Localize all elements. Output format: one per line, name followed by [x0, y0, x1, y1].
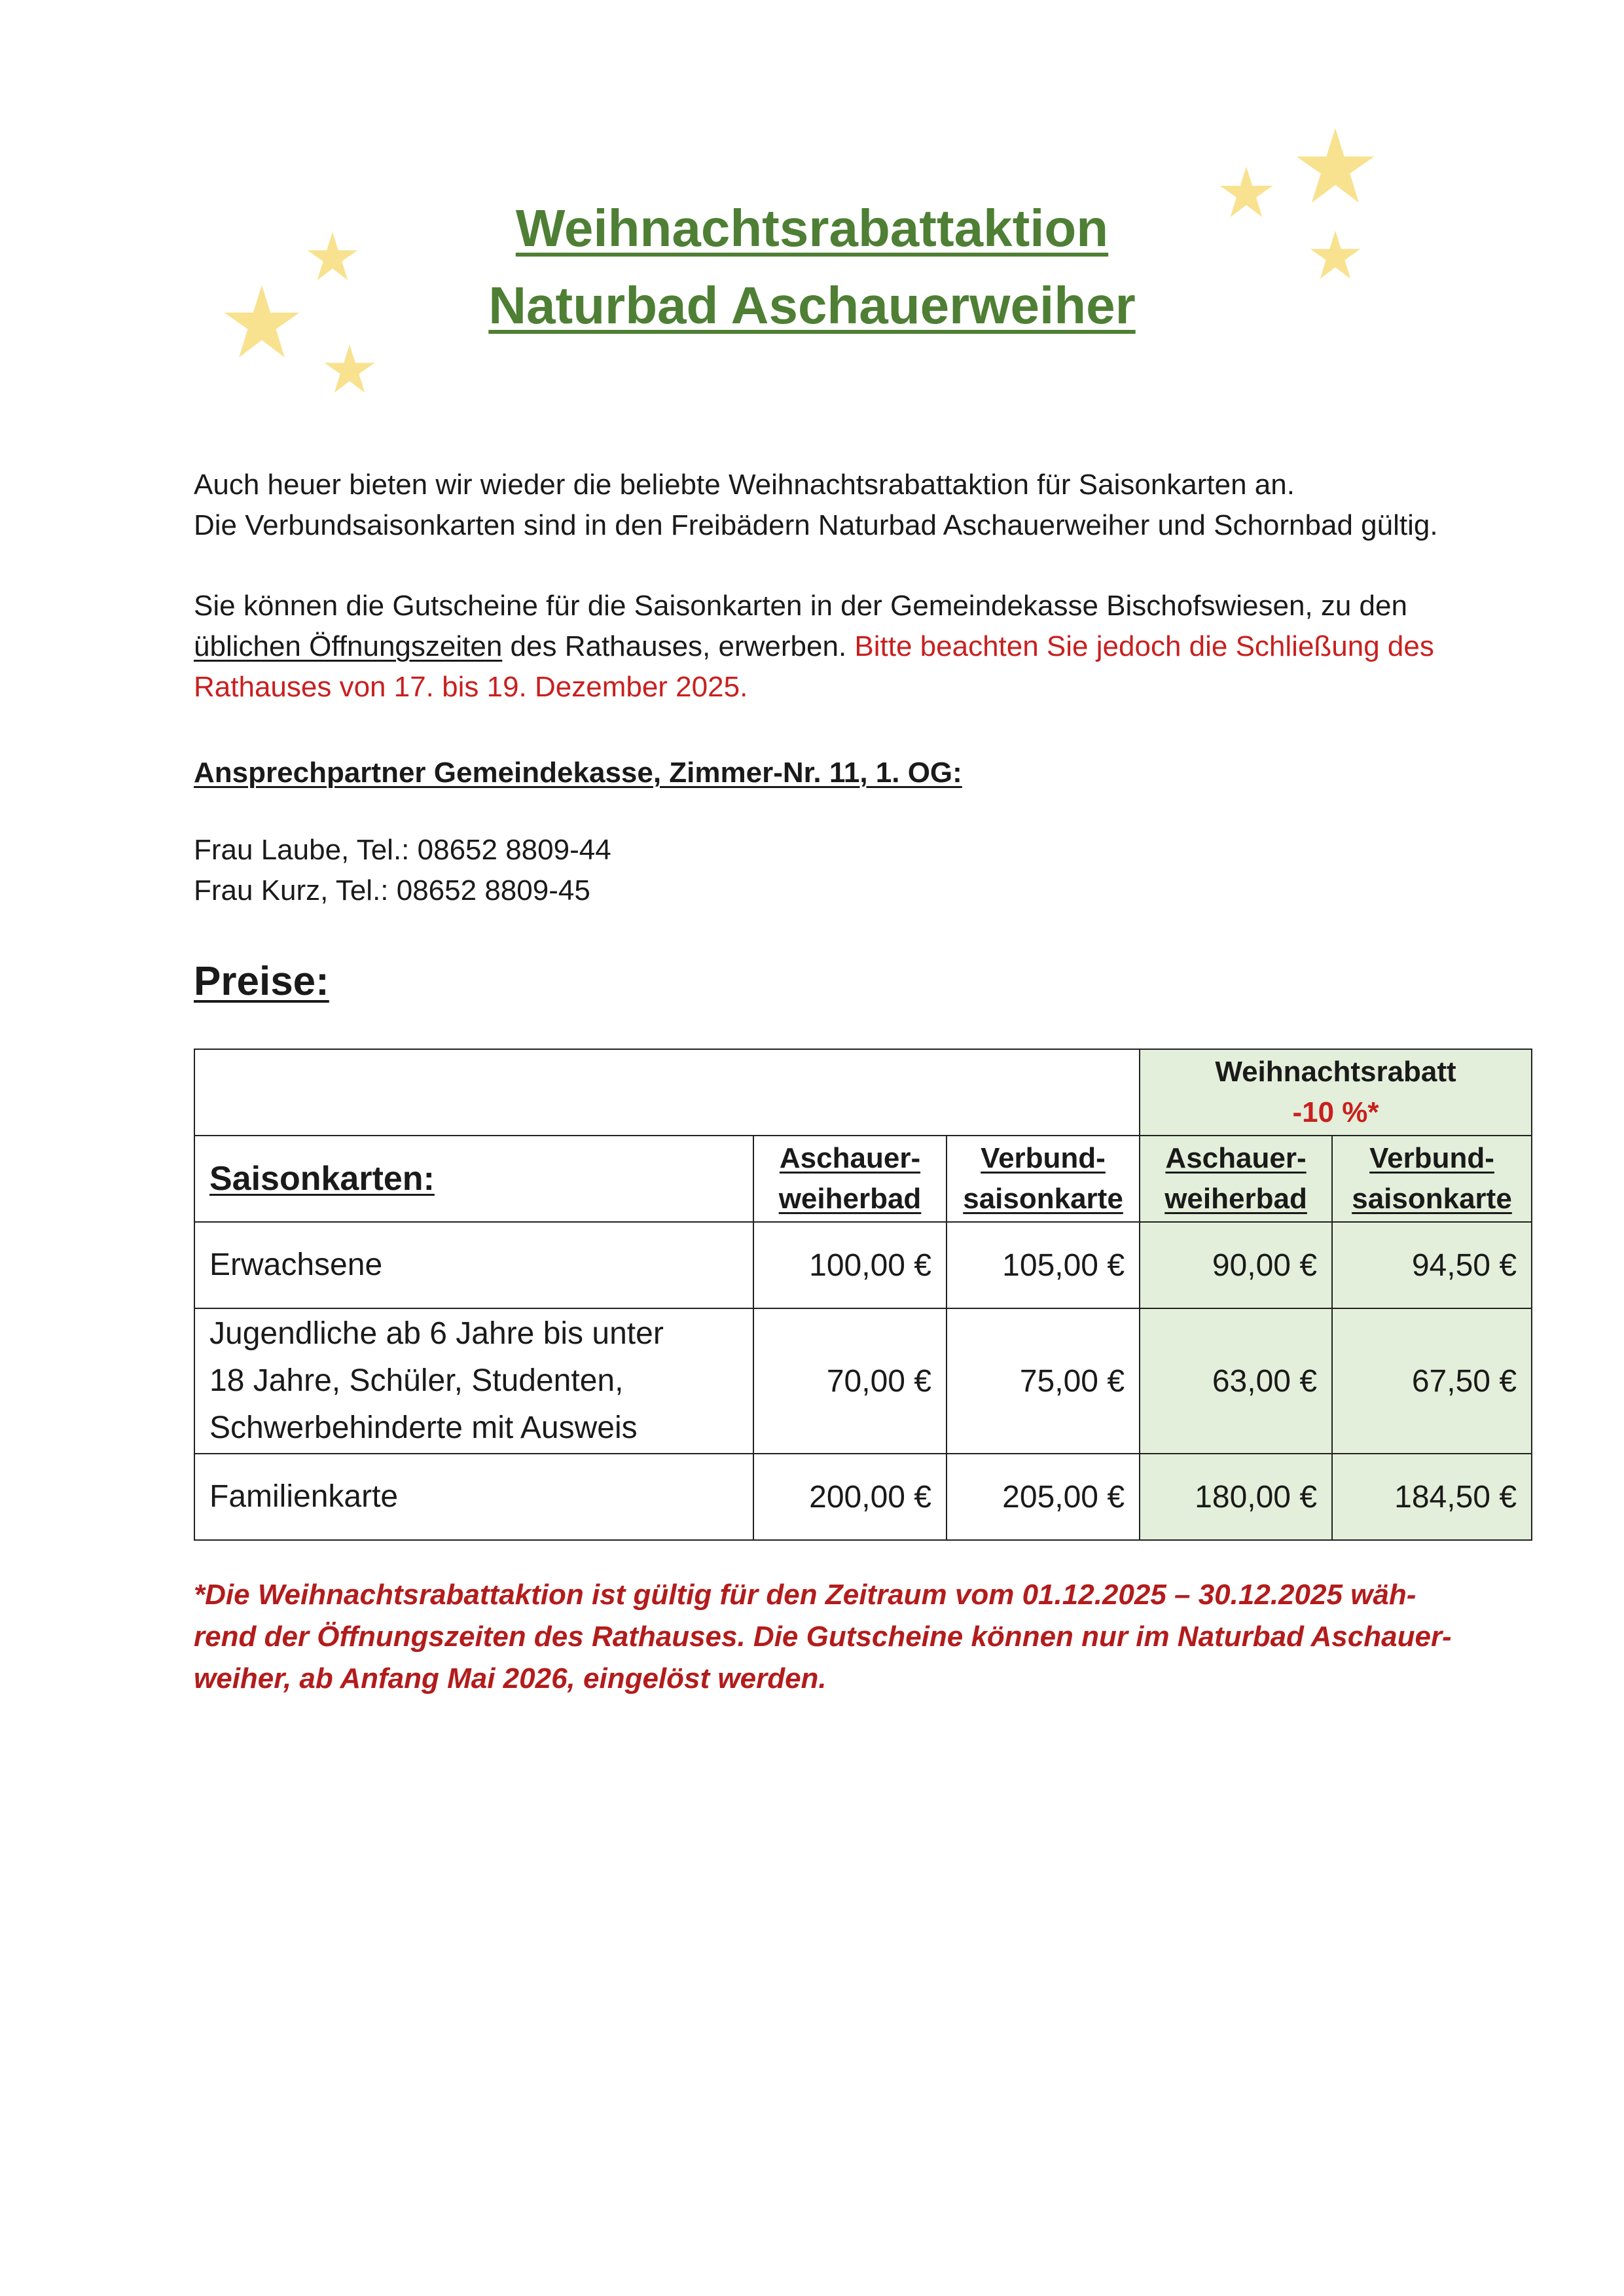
- price-cell: 100,00 €: [753, 1222, 947, 1308]
- price-table: [194, 1049, 1532, 1541]
- star-icon: [323, 343, 376, 395]
- price-cell: 75,00 €: [947, 1308, 1140, 1454]
- contact-list: [194, 830, 611, 911]
- table-row: [194, 1454, 1532, 1540]
- discount-header-label: Weihnachtsrabatt: [1215, 1056, 1456, 1088]
- title-line-1: Weihnachtsrabattaktion: [515, 199, 1109, 257]
- table-row: [194, 1308, 1532, 1454]
- discount-price-cell: 184,50 €: [1332, 1454, 1532, 1540]
- category-cell: Erwachsene: [194, 1222, 753, 1308]
- discount-price-cell: 67,50 €: [1332, 1308, 1532, 1454]
- discount-price-cell: 180,00 €: [1140, 1454, 1332, 1540]
- intro-paragraph: [194, 465, 1438, 546]
- column-header-discount-verbundsaisonkarte: Verbund- saisonkarte: [1332, 1136, 1532, 1222]
- contact-person: Frau Kurz, Tel.: 08652 8809-45: [194, 874, 590, 906]
- price-cell: 205,00 €: [947, 1454, 1140, 1540]
- footnote: [194, 1574, 1490, 1700]
- discount-price-cell: 94,50 €: [1332, 1222, 1532, 1308]
- category-cell: Familienkarte: [194, 1454, 753, 1540]
- intro-line-1: Auch heuer bieten wir wieder die beliebte Weihnachtsrabattaktion für Saisonkarten an.: [194, 469, 1295, 501]
- column-header-discount-aschauerweiherbad: Aschauer- weiherbad: [1140, 1136, 1332, 1222]
- price-cell: 70,00 €: [753, 1308, 947, 1454]
- footnote-line-1: *Die Weihnachtsrabattaktion ist gültig für den Zeitraum vom 01.12.2025 – 30.12.2025 wäh-: [194, 1579, 1416, 1611]
- prices-heading: Preise:: [194, 959, 329, 1004]
- purchase-paragraph: [194, 586, 1434, 708]
- discount-price-cell: 90,00 €: [1140, 1222, 1332, 1308]
- closure-notice-part-2: Rathauses von 17. bis 19. Dezember 2025.: [194, 671, 748, 703]
- table-column-header-row: [194, 1136, 1532, 1222]
- discount-header-cell: [1140, 1049, 1532, 1136]
- column-header-aschauerweiherbad: Aschauer- weiherbad: [753, 1136, 947, 1222]
- purchase-line-2-rest: des Rathauses, erwerben.: [502, 630, 855, 662]
- price-cell: 105,00 €: [947, 1222, 1140, 1308]
- contact-person: Frau Laube, Tel.: 08652 8809-44: [194, 834, 611, 866]
- price-cell: 200,00 €: [753, 1454, 947, 1540]
- footnote-line-3: weiher, ab Anfang Mai 2026, eingelöst werden.: [194, 1662, 827, 1695]
- purchase-line-2: [194, 626, 1434, 667]
- page-title: [0, 190, 1624, 344]
- closure-notice-part-1: Bitte beachten Sie jedoch die Schließung des: [854, 630, 1434, 662]
- opening-hours-link[interactable]: üblichen Öffnungszeiten: [194, 630, 503, 662]
- column-header-verbundsaisonkarte: Verbund- saisonkarte: [947, 1136, 1140, 1222]
- category-cell: Jugendliche ab 6 Jahre bis unter 18 Jahre, Schüler, Studenten, Schwerbehinderte mit Ausweis: [194, 1308, 753, 1454]
- saisonkarten-label: Saisonkarten:: [194, 1136, 753, 1222]
- footnote-line-2: rend der Öffnungszeiten des Rathauses. Die Gutscheine können nur im Naturbad Aschauer-: [194, 1621, 1452, 1653]
- empty-header-cell: [194, 1049, 1140, 1136]
- intro-line-2: Die Verbundsaisonkarten sind in den Freibädern Naturbad Aschauerweiher und Schornbad gültig.: [194, 509, 1438, 541]
- discount-price-cell: 63,00 €: [1140, 1308, 1332, 1454]
- purchase-line-1: Sie können die Gutscheine für die Saisonkarten in der Gemeindekasse Bischofswiesen, zu den: [194, 590, 1407, 622]
- contact-heading: Ansprechpartner Gemeindekasse, Zimmer-Nr. 11, 1. OG:: [194, 757, 962, 789]
- discount-percent: -10 %*: [1292, 1096, 1379, 1128]
- table-header-row: [194, 1049, 1532, 1136]
- table-row: [194, 1222, 1532, 1308]
- title-line-2: Naturbad Aschauerweiher: [488, 276, 1136, 334]
